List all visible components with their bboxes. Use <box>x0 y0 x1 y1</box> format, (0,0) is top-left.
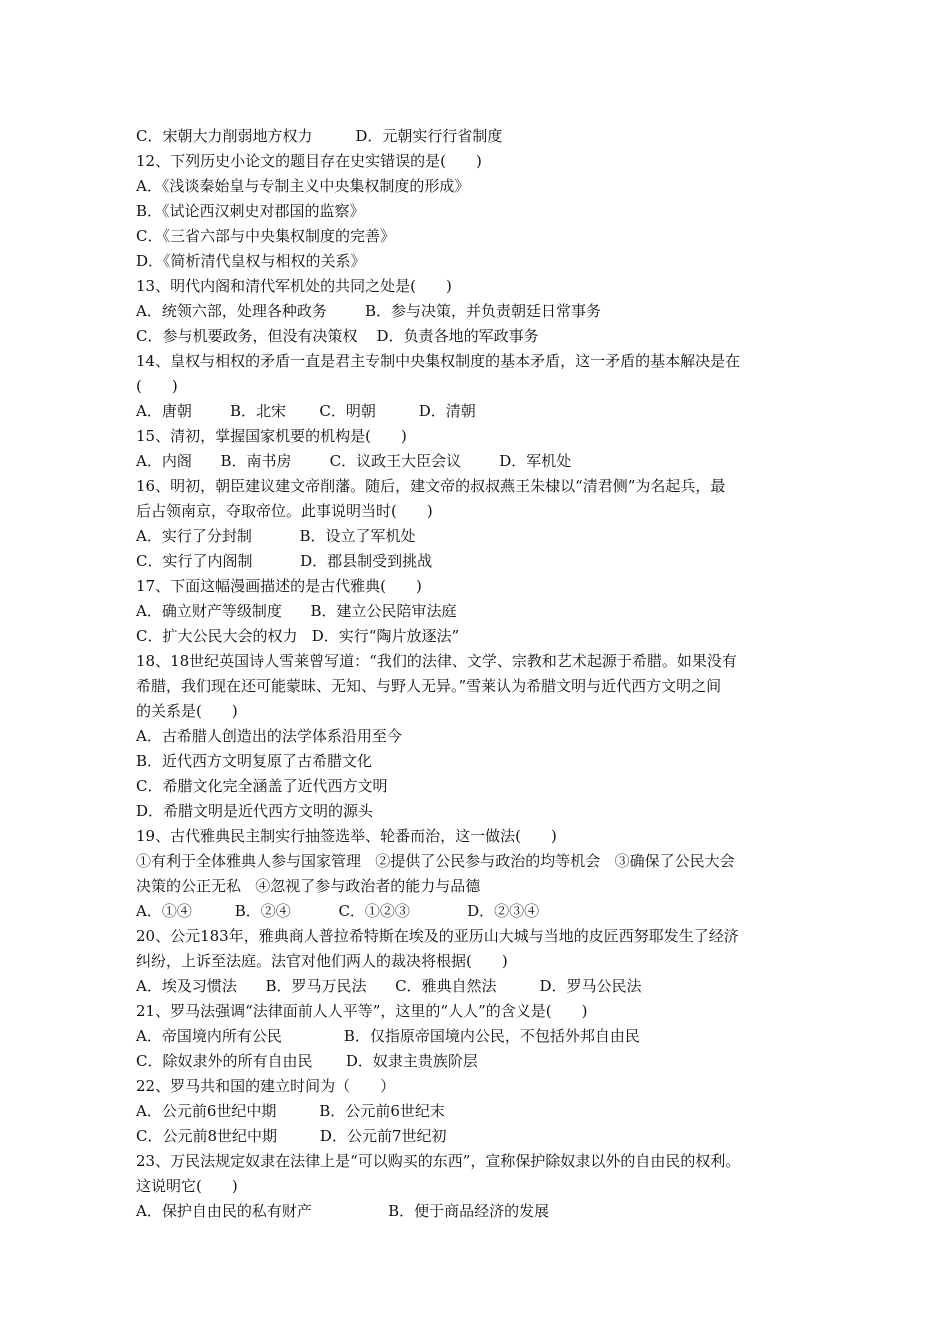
text-line: D．《简析清代皇权与相权的关系》 <box>136 252 366 270</box>
text-line: A．唐朝 B．北宋 C．明朝 D．清朝 <box>136 402 476 420</box>
text-line: A．确立财产等级制度 B．建立公民陪审法庭 <box>136 602 457 620</box>
text-line: 23、万民法规定奴隶在法律上是“可以购买的东西”，宣称保护除奴隶以外的自由民的权利。 <box>136 1152 741 1170</box>
text-line: C．《三省六部与中央集权制度的完善》 <box>136 227 395 245</box>
text-line: B．近代西方文明复原了古希腊文化 <box>136 752 373 770</box>
text-line: 15、清初，掌握国家机要的机构是( ) <box>136 427 407 445</box>
text-line: A．公元前6世纪中期 B．公元前6世纪末 <box>136 1102 445 1120</box>
text-line: C．宋朝大力削弱地方权力 D．元朝实行行省制度 <box>136 127 503 145</box>
text-line: ( ) <box>136 377 178 395</box>
text-line: ①有利于全体雅典人参与国家管理 ②提供了公民参与政治的均等机会 ③确保了公民大会 <box>136 852 735 870</box>
text-line: A．保护自由民的私有财产 B．便于商品经济的发展 <box>136 1202 550 1220</box>
text-line: 16、明初，朝臣建议建文帝削藩。随后，建文帝的叔叔燕王朱棣以“清君侧”为名起兵，最 <box>136 477 726 495</box>
text-line: 后占领南京，夺取帝位。此事说明当时( ) <box>136 502 433 520</box>
text-line: A．帝国境内所有公民 B．仅指原帝国境内公民，不包括外邦自由民 <box>136 1027 640 1045</box>
text-line: 19、古代雅典民主制实行抽签选举、轮番而治，这一做法( ) <box>136 827 557 845</box>
text-line: 决策的公正无私 ④忽视了参与政治者的能力与品德 <box>136 877 481 895</box>
text-line: A．实行了分封制 B．设立了军机处 <box>136 527 416 545</box>
text-line: C．实行了内阁制 D．郡县制受到挑战 <box>136 552 433 570</box>
text-line: C．参与机要政务，但没有决策权 D．负责各地的军政事务 <box>136 327 539 345</box>
text-line: 纠纷，上诉至法庭。法官对他们两人的裁决将根据( ) <box>136 952 508 970</box>
text-line: 希腊，我们现在还可能蒙昧、无知、与野人无异。”雪莱认为希腊文明与近代西方文明之间 <box>136 677 722 695</box>
text-line: 12、下列历史小论文的题目存在史实错误的是( ) <box>136 152 482 170</box>
text-line: C．扩大公民大会的权力 D．实行“陶片放逐法” <box>136 627 460 645</box>
text-line: D．希腊文明是近代西方文明的源头 <box>136 802 374 820</box>
text-line: C．除奴隶外的所有自由民 D．奴隶主贵族阶层 <box>136 1052 478 1070</box>
text-line: A．埃及习惯法 B．罗马万民法 C．雅典自然法 D．罗马公民法 <box>136 977 642 995</box>
text-line: A．统领六部，处理各种政务 B．参与决策，并负责朝廷日常事务 <box>136 302 602 320</box>
text-line: 13、明代内阁和清代军机处的共同之处是( ) <box>136 277 452 295</box>
text-line: 20、公元183年，雅典商人普拉希特斯在埃及的亚历山大城与当地的皮匠西努耶发生了经济 <box>136 927 739 945</box>
text-line: 这说明它( ) <box>136 1177 238 1195</box>
text-line: 17、下面这幅漫画描述的是古代雅典( ) <box>136 577 422 595</box>
text-line: 18、18世纪英国诗人雪莱曾写道：“我们的法律、文学、宗教和艺术起源于希腊。如果没有 <box>136 652 737 670</box>
text-line: 22、罗马共和国的建立时间为（ ） <box>136 1077 396 1095</box>
text-line: C．希腊文化完全涵盖了近代西方文明 <box>136 777 388 795</box>
text-line: C．公元前8世纪中期 D．公元前7世纪初 <box>136 1127 447 1145</box>
text-line: 的关系是( ) <box>136 702 238 720</box>
text-line: A．①④ B．②④ C．①②③ D．②③④ <box>136 902 540 920</box>
text-line: A．古希腊人创造出的法学体系沿用至今 <box>136 727 402 745</box>
text-line: 21、罗马法强调“法律面前人人平等”，这里的“人人”的含义是( ) <box>136 1002 588 1020</box>
text-line: B．《试论西汉刺史对郡国的监察》 <box>136 202 365 220</box>
text-line: 14、皇权与相权的矛盾一直是君主专制中央集权制度的基本矛盾，这一矛盾的基本解决是在 <box>136 352 741 370</box>
text-line: A．内阁 B．南书房 C．议政王大臣会议 D．军机处 <box>136 452 572 470</box>
text-line: A．《浅谈秦始皇与专制主义中央集权制度的形成》 <box>136 177 470 195</box>
